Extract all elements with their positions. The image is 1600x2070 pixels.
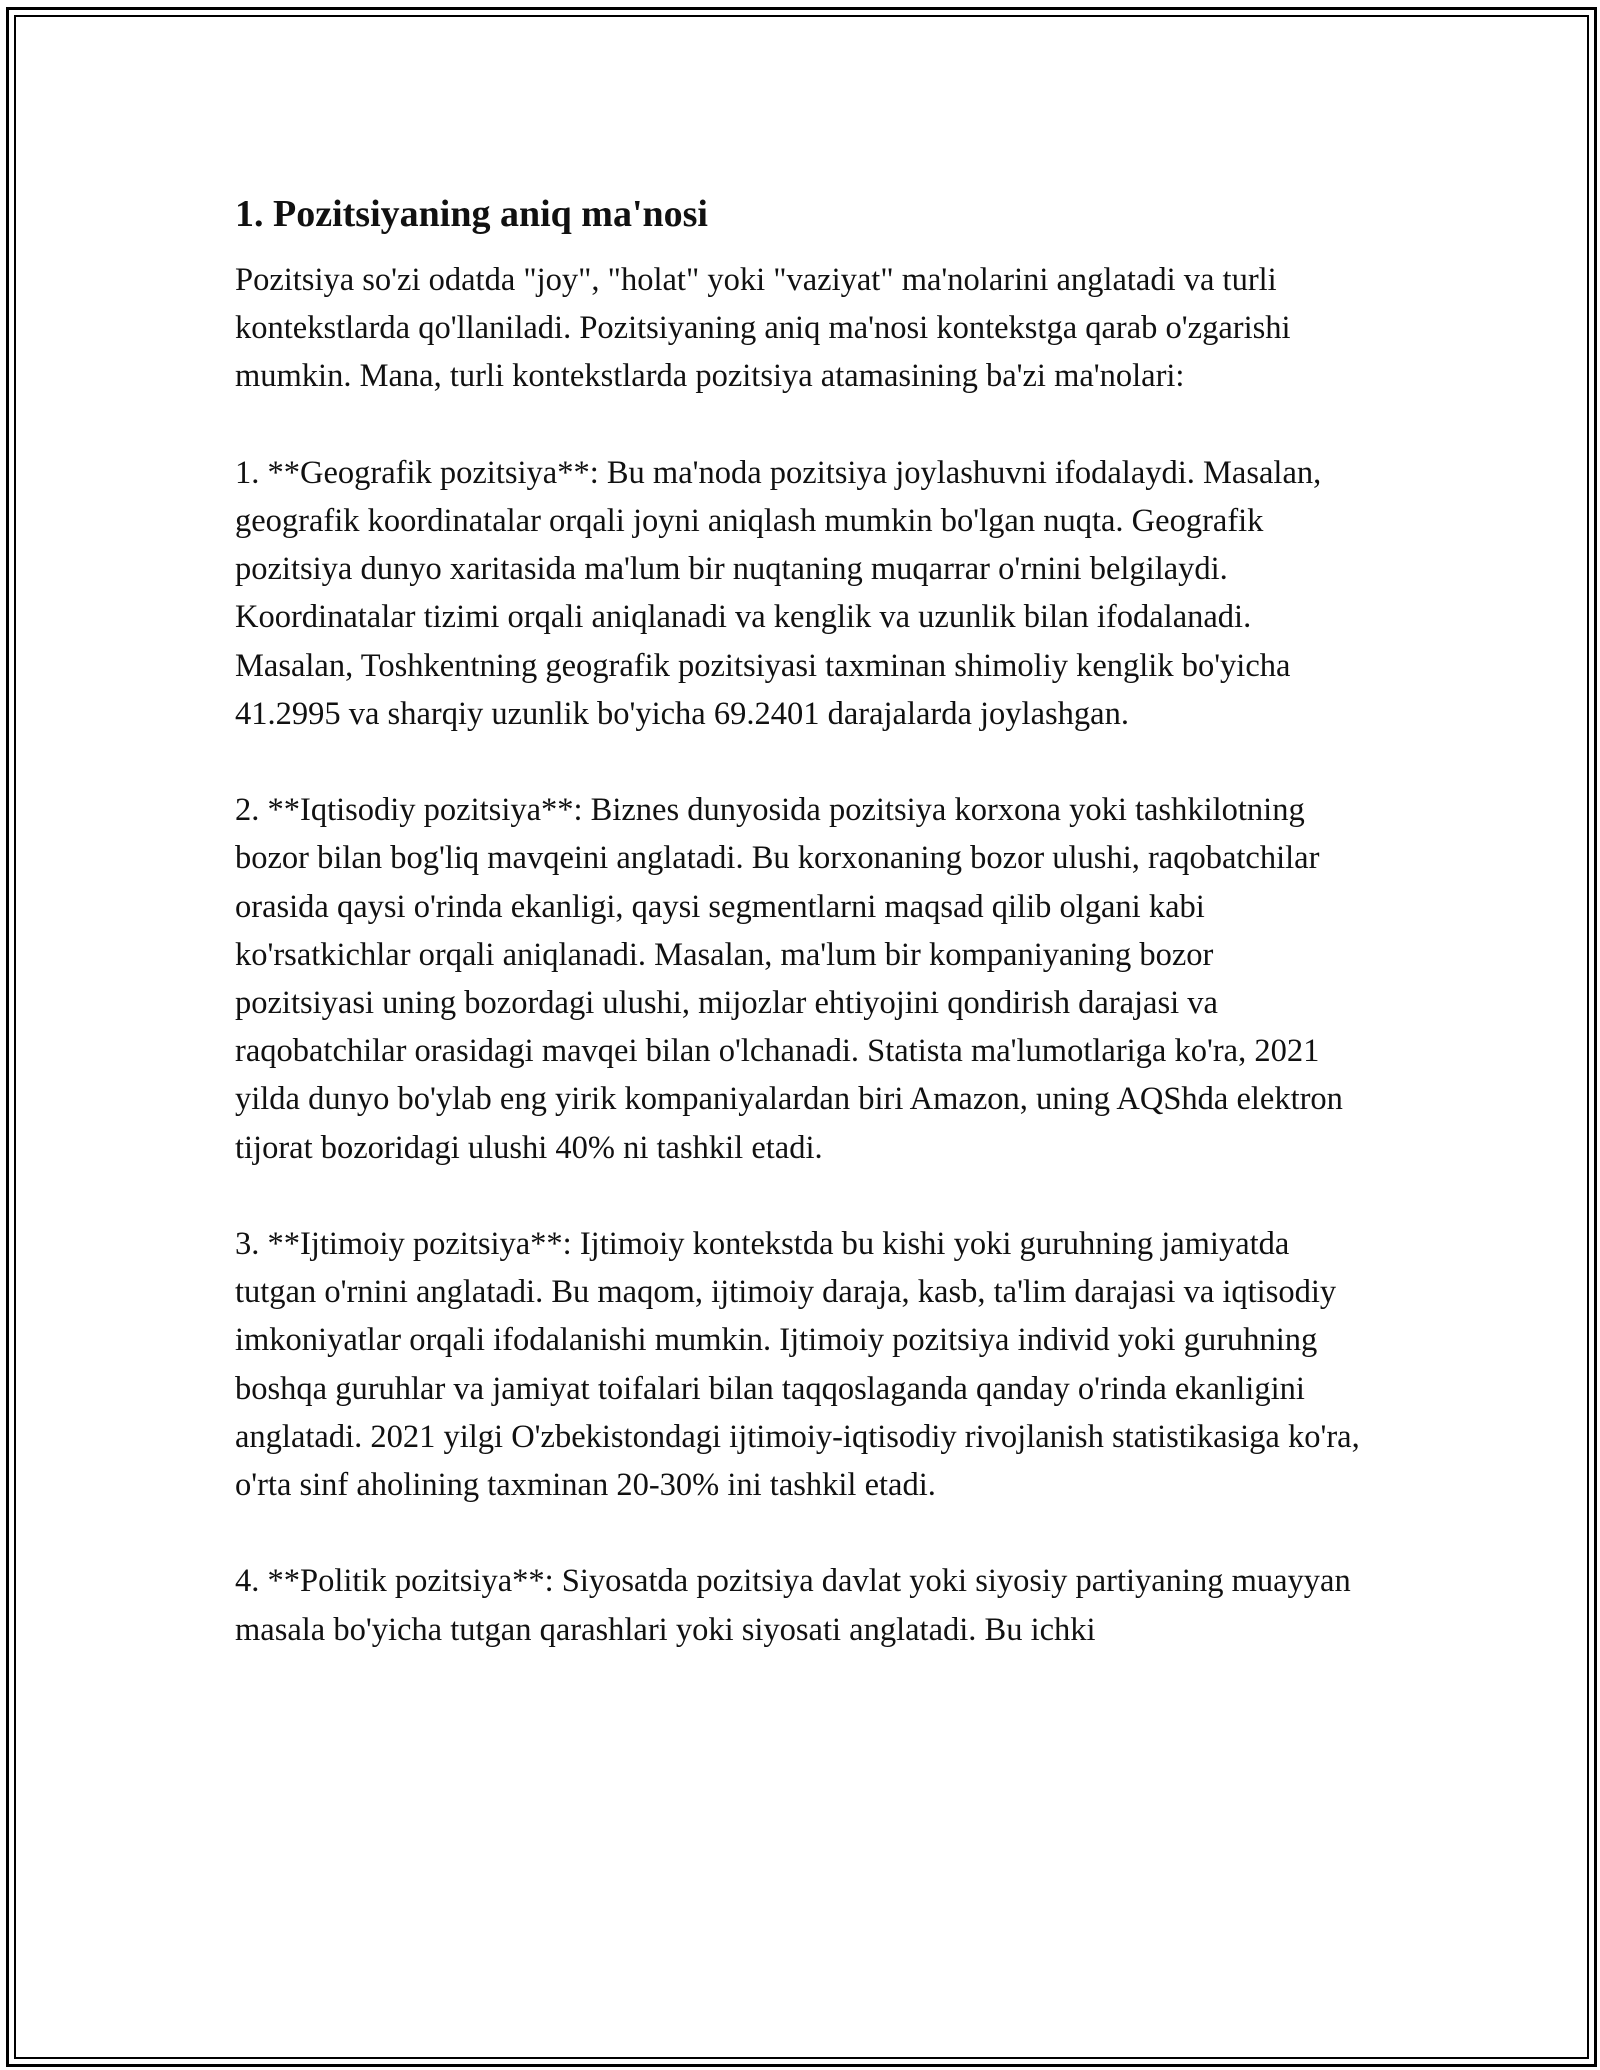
political-position-paragraph: 4. **Politik pozitsiya**: Siyosatda pozitsiya davlat yoki siyosiy partiyaning muayyan masala bo'yicha tutgan qarashlari yoki siyosati anglatadi. Bu ichki bbox=[235, 1563, 1351, 1648]
social-position-paragraph: 3. **Ijtimoiy pozitsiya**: Ijtimoiy kontekstda bu kishi yoki guruhning jamiyatda tutgan o'rnini anglatadi. Bu maqom, ijtimoiy daraja, kasb, ta'lim darajasi va iqtisodiy imkoniyatlar orqali ifodalanishi mumkin. Ijtimoiy pozitsiya individ yoki guruhning boshqa guruhlar va jamiyat toifalari bilan taqqoslaganda qanday o'rinda ekanligini anglatadi. 2021 yilgi O'zbekistondagi ijtimoiy-iqtisodiy rivojlanish statistikasiga ko'ra, o'rta sinf aholining taxminan 20-30% ini tashkil etadi. bbox=[235, 1226, 1360, 1504]
economic-position-paragraph: 2. **Iqtisodiy pozitsiya**: Biznes dunyosida pozitsiya korxona yoki tashkilotning bozor bilan bog'liq mavqeini anglatadi. Bu korxonaning bozor ulushi, raqobatchilar orasida qaysi o'rinda ekanligi, qaysi segmentlarni maqsad qilib olgani kabi ko'rsatkichlar orqali aniqlanadi. Masalan, ma'lum bir kompaniyaning bozor pozitsiyasi uning bozordagi ulushi, mijozlar ehtiyojini qondirish darajasi va raqobatchilar orasidagi mavqei bilan o'lchanadi. Statista ma'lumotlariga ko'ra, 2021 yilda dunyo bo'ylab eng yirik kompaniyalardan biri Amazon, uning AQShda elektron tijorat bozoridagi ulushi 40% ni tashkil etadi. bbox=[235, 792, 1343, 1166]
intro-paragraph: Pozitsiya so'zi odatda "joy", "holat" yoki "vaziyat" ma'nolarini anglatadi va turli kontekstlarda qo'llaniladi. Pozitsiyaning aniq ma'nosi kontekstga qarab o'zgarishi mumkin. Mana, turli kontekstlarda pozitsiya atamasining ba'zi ma'nolari: bbox=[235, 262, 1291, 395]
geographic-position-paragraph: 1. **Geografik pozitsiya**: Bu ma'noda pozitsiya joylashuvni ifodalaydi. Masalan, geografik koordinatalar orqali joyni aniqlash mumkin bo'lgan nuqta. Geografik pozitsiya dunyo xaritasida ma'lum bir nuqtaning muqarrar o'rnini belgilaydi. Koordinatalar tizimi orqali aniqlanadi va kenglik va uzunlik bilan ifodalanadi. Masalan, Toshkentning geografik pozitsiyasi taxminan shimoliy kenglik bo'yicha 41.2995 va sharqiy uzunlik bo'yicha 69.2401 darajalarda joylashgan. bbox=[235, 454, 1322, 732]
document-body bbox=[235, 186, 1360, 1654]
section-heading: 1. Pozitsiyaning aniq ma'nosi bbox=[235, 193, 708, 235]
